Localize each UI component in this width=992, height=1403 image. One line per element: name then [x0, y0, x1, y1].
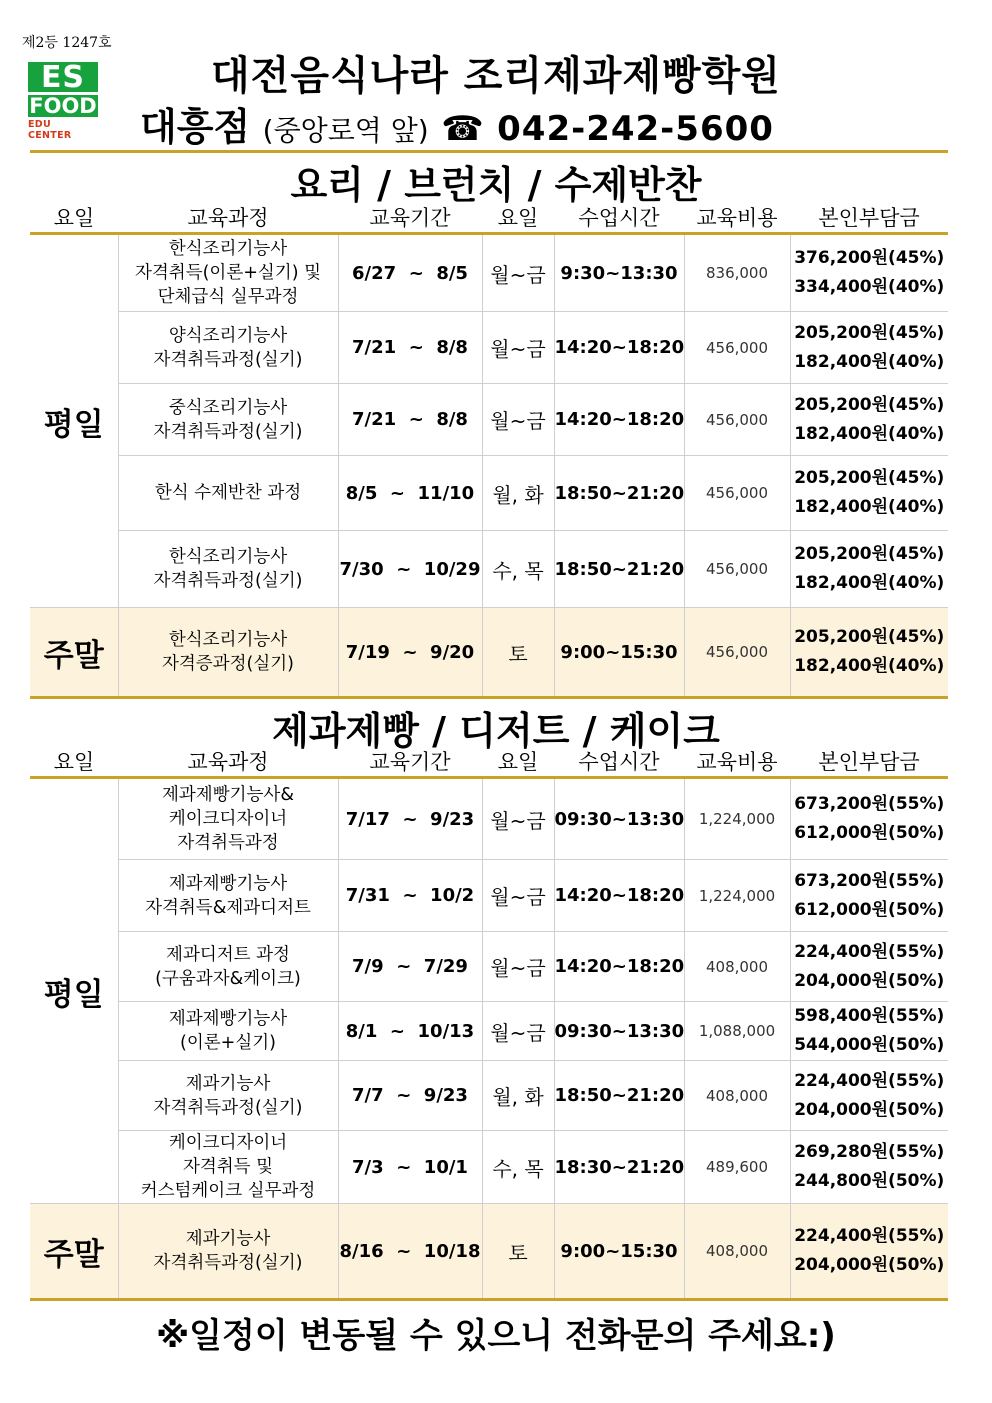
copay-amount: 612,000원(50%): [794, 899, 945, 920]
cost-cell: 1,224,000: [684, 860, 790, 932]
table-row: [30, 860, 948, 932]
copay-amount: 224,400원(55%): [794, 1226, 945, 1246]
period-cell: 8/5 ~ 11/10: [338, 456, 482, 531]
copay-amount: 673,200원(55%): [794, 794, 945, 814]
copay-cell: [790, 531, 948, 608]
course-name-cell: [118, 456, 338, 531]
table-row: [30, 1002, 948, 1061]
branch-line: [140, 96, 774, 151]
days-cell: 수, 목: [482, 1131, 554, 1204]
column-header-class-time-col: 수업시간: [554, 746, 684, 778]
days-cell: 수, 목: [482, 531, 554, 608]
column-header-weekday-col: 요일: [30, 746, 118, 778]
copay-cell: [790, 384, 948, 456]
column-header-class-days-col: 요일: [482, 202, 554, 234]
document-number: 제2등 1247호: [22, 35, 112, 51]
table-row: [30, 608, 948, 698]
cost-cell: 836,000: [684, 234, 790, 312]
time-cell: 14:20~18:20: [554, 860, 684, 932]
column-header-period-col: 교육기간: [338, 202, 482, 234]
days-cell: 토: [482, 1204, 554, 1300]
copay-amount: 205,200원(45%): [794, 468, 945, 488]
days-cell: 월, 화: [482, 456, 554, 531]
time-cell: 09:30~13:30: [554, 778, 684, 860]
days-cell: 월, 화: [482, 1061, 554, 1131]
phone-icon: ☎: [441, 109, 485, 149]
time-cell: 9:30~13:30: [554, 234, 684, 312]
period-cell: 7/31 ~ 10/2: [338, 860, 482, 932]
period-cell: 7/30 ~ 10/29: [338, 531, 482, 608]
table-row: [30, 1204, 948, 1300]
copay-amount: 612,000원(50%): [794, 823, 945, 843]
column-header-tuition-col: 교육비용: [684, 746, 790, 778]
copay-cell: [790, 1061, 948, 1131]
weekday-label: 평일: [30, 778, 118, 1204]
course-name-cell: [118, 932, 338, 1002]
copay-cell: [790, 1002, 948, 1061]
copay-amount: 334,400원(40%): [794, 277, 945, 297]
table-row: [30, 778, 948, 860]
branch-name: 대흥점: [140, 105, 251, 149]
table-row: [30, 932, 948, 1002]
copay-cell: [790, 234, 948, 312]
days-cell: 월~금: [482, 1002, 554, 1061]
baking-schedule-table: [30, 746, 948, 1301]
phone-number: 042-242-5600: [497, 109, 774, 149]
course-name-line: 제과제빵기능사&: [162, 785, 294, 805]
column-header-copay-col: 본인부담금: [790, 746, 948, 778]
course-name-line: 단체급식 실무과정: [157, 287, 299, 307]
copay-amount: 182,400원(40%): [794, 656, 945, 676]
copay-amount: 204,000원(50%): [794, 970, 945, 991]
table-row: [30, 531, 948, 608]
course-name-cell: [118, 234, 338, 312]
course-name-line: 자격취득과정(실기): [153, 1253, 303, 1273]
time-cell: 14:20~18:20: [554, 384, 684, 456]
period-cell: 8/1 ~ 10/13: [338, 1002, 482, 1061]
course-name-cell: [118, 778, 338, 860]
schedule-change-notice: ※일정이 변동될 수 있으니 전화문의 주세요:): [156, 1316, 836, 1356]
time-cell: 09:30~13:30: [554, 1002, 684, 1061]
section-title-cooking: 요리 / 브런치 / 수제반찬: [290, 163, 702, 207]
copay-amount: 205,200원(45%): [794, 394, 945, 415]
table-row: [30, 312, 948, 384]
column-header-course-col: 교육과정: [118, 202, 338, 234]
cost-cell: 408,000: [684, 1204, 790, 1300]
time-cell: 18:50~21:20: [554, 456, 684, 531]
days-cell: 월~금: [482, 234, 554, 312]
cost-cell: 456,000: [684, 608, 790, 698]
course-name-line: 중식조리기능사: [168, 397, 288, 418]
time-cell: 14:20~18:20: [554, 932, 684, 1002]
course-name-line: 케이크디자이너: [168, 1133, 288, 1153]
course-name-line: (이론+실기): [180, 1033, 276, 1053]
course-name-line: 자격취득(이론+실기) 및: [134, 263, 322, 283]
course-name-line: 한식조리기능사: [168, 630, 288, 650]
cost-cell: 456,000: [684, 312, 790, 384]
copay-amount: 205,200원(45%): [794, 627, 945, 647]
course-name-line: 양식조리기능사: [168, 325, 288, 346]
copay-amount: 224,400원(55%): [794, 941, 945, 962]
table-row: [30, 384, 948, 456]
column-header-period-col: 교육기간: [338, 746, 482, 778]
table-row: [30, 456, 948, 531]
copay-amount: 224,400원(55%): [794, 1070, 945, 1091]
column-header-tuition-col: 교육비용: [684, 202, 790, 234]
course-name-line: 제과디저트 과정: [166, 944, 290, 965]
course-name-line: 자격취득과정(실기): [153, 1097, 303, 1118]
table-header-row: [30, 746, 948, 778]
copay-cell: [790, 932, 948, 1002]
days-cell: 월~금: [482, 312, 554, 384]
course-name-line: 자격취득&제과디저트: [145, 897, 311, 918]
copay-amount: 205,200원(45%): [794, 322, 945, 343]
course-name-line: 자격증과정(실기): [162, 654, 294, 674]
cost-cell: 1,224,000: [684, 778, 790, 860]
course-name-cell: [118, 608, 338, 698]
time-cell: 14:20~18:20: [554, 312, 684, 384]
copay-amount: 204,000원(50%): [794, 1099, 945, 1120]
period-cell: 7/9 ~ 7/29: [338, 932, 482, 1002]
copay-amount: 182,400원(40%): [794, 573, 945, 593]
copay-cell: [790, 608, 948, 698]
course-name-cell: [118, 1061, 338, 1131]
section-title-baking: 제과제빵 / 디저트 / 케이크: [272, 709, 720, 753]
course-name-line: 한식조리기능사: [168, 239, 288, 259]
academy-title: 대전음식나라 조리제과제빵학원: [211, 53, 781, 99]
column-header-course-col: 교육과정: [118, 746, 338, 778]
copay-amount: 673,200원(55%): [794, 870, 945, 891]
course-name-cell: [118, 1131, 338, 1204]
period-cell: 8/16 ~ 10/18: [338, 1204, 482, 1300]
branch-location: (중앙로역 앞): [262, 114, 429, 147]
course-name-cell: [118, 1204, 338, 1300]
period-cell: 7/21 ~ 8/8: [338, 312, 482, 384]
table-row: [30, 1061, 948, 1131]
course-name-line: 자격취득과정(실기): [153, 421, 303, 442]
cost-cell: 1,088,000: [684, 1002, 790, 1061]
course-name-line: (구움과자&케이크): [155, 968, 301, 989]
column-header-copay-col: 본인부담금: [790, 202, 948, 234]
course-name-line: 한식 수제반찬 과정: [154, 483, 302, 503]
course-name-line: 커스텀케이크 실무과정: [140, 1181, 316, 1201]
copay-amount: 269,280원(55%): [794, 1142, 945, 1162]
copay-amount: 376,200원(45%): [794, 248, 945, 268]
column-header-weekday-col: 요일: [30, 202, 118, 234]
time-cell: 18:50~21:20: [554, 1061, 684, 1131]
period-cell: 6/27 ~ 8/5: [338, 234, 482, 312]
cost-cell: 456,000: [684, 384, 790, 456]
logo-food-text: FOOD: [29, 94, 97, 118]
days-cell: 토: [482, 608, 554, 698]
copay-amount: 244,800원(50%): [794, 1171, 945, 1191]
weekday-label: 평일: [30, 234, 118, 608]
course-name-line: 제과제빵기능사: [168, 1009, 288, 1029]
copay-cell: [790, 778, 948, 860]
copay-amount: 204,000원(50%): [794, 1255, 945, 1275]
column-header-class-time-col: 수업시간: [554, 202, 684, 234]
copay-cell: [790, 456, 948, 531]
header-divider: [30, 150, 948, 153]
cost-cell: 408,000: [684, 932, 790, 1002]
copay-cell: [790, 860, 948, 932]
time-cell: 9:00~15:30: [554, 1204, 684, 1300]
course-name-line: 자격취득과정: [177, 833, 279, 853]
table-row: [30, 1131, 948, 1204]
table-header-row: [30, 202, 948, 234]
course-name-cell: [118, 312, 338, 384]
weekend-label: 주말: [30, 1204, 118, 1300]
column-header-class-days-col: 요일: [482, 746, 554, 778]
course-name-cell: [118, 384, 338, 456]
copay-cell: [790, 312, 948, 384]
weekend-label: 주말: [30, 608, 118, 698]
period-cell: 7/7 ~ 9/23: [338, 1061, 482, 1131]
logo-edu-center-text: EDU CENTER: [28, 119, 72, 141]
copay-amount: 182,400원(40%): [794, 423, 945, 444]
course-name-line: 한식조리기능사: [168, 547, 288, 567]
course-name-cell: [118, 1002, 338, 1061]
course-name-cell: [118, 860, 338, 932]
copay-amount: 598,400원(55%): [794, 1006, 945, 1026]
cost-cell: 489,600: [684, 1131, 790, 1204]
time-cell: 18:50~21:20: [554, 531, 684, 608]
cost-cell: 456,000: [684, 456, 790, 531]
days-cell: 월~금: [482, 384, 554, 456]
course-name-line: 제과제빵기능사: [168, 873, 288, 894]
course-name-line: 자격취득 및: [182, 1157, 274, 1177]
course-name-line: 제과기능사: [185, 1229, 271, 1249]
cost-cell: 408,000: [684, 1061, 790, 1131]
course-name-line: 케이크디자이너: [168, 809, 288, 829]
period-cell: 7/19 ~ 9/20: [338, 608, 482, 698]
course-name-line: 제과기능사: [185, 1073, 271, 1094]
period-cell: 7/17 ~ 9/23: [338, 778, 482, 860]
copay-cell: [790, 1131, 948, 1204]
table-row: [30, 234, 948, 312]
cooking-schedule-table: [30, 202, 948, 699]
course-name-line: 자격취득과정(실기): [153, 349, 303, 370]
days-cell: 월~금: [482, 778, 554, 860]
course-name-line: 자격취득과정(실기): [153, 571, 303, 591]
logo-es-text: ES: [28, 62, 98, 92]
copay-cell: [790, 1204, 948, 1300]
time-cell: 18:30~21:20: [554, 1131, 684, 1204]
copay-amount: 205,200원(45%): [794, 544, 945, 564]
copay-amount: 182,400원(40%): [794, 497, 945, 517]
days-cell: 월~금: [482, 860, 554, 932]
cost-cell: 456,000: [684, 531, 790, 608]
time-cell: 9:00~15:30: [554, 608, 684, 698]
copay-amount: 544,000원(50%): [794, 1035, 945, 1055]
copay-amount: 182,400원(40%): [794, 351, 945, 372]
period-cell: 7/3 ~ 10/1: [338, 1131, 482, 1204]
period-cell: 7/21 ~ 8/8: [338, 384, 482, 456]
course-name-cell: [118, 531, 338, 608]
days-cell: 월~금: [482, 932, 554, 1002]
